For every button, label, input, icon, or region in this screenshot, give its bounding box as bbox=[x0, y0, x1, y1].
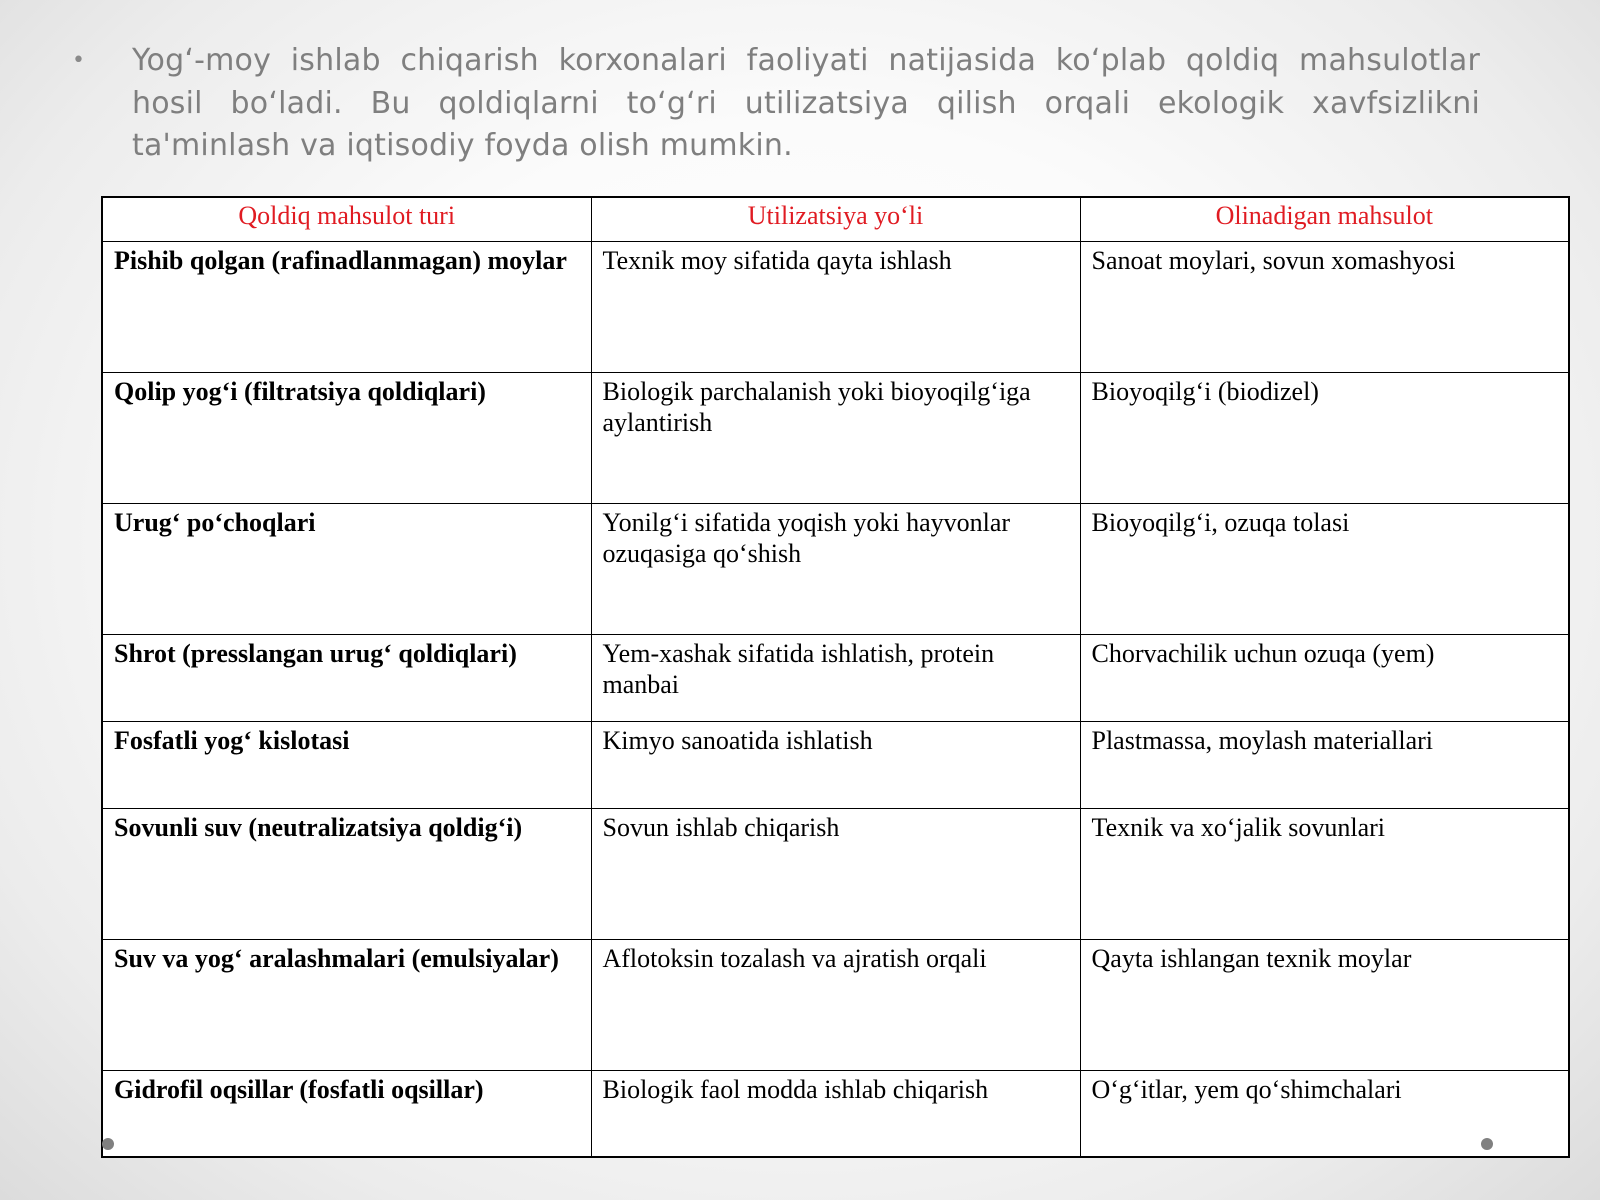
resulting-product-cell: Texnik va xo‘jalik sovunlari bbox=[1080, 808, 1569, 939]
utilization-method-cell: Texnik moy sifatida qayta ishlash bbox=[591, 241, 1080, 372]
utilization-method-cell: Yem-xashak sifatida ishlatish, protein manbai bbox=[591, 634, 1080, 721]
resulting-product-cell: O‘g‘itlar, yem qo‘shimchalari bbox=[1080, 1070, 1569, 1157]
waste-type-cell: Suv va yog‘ aralashmalari (emulsiyalar) bbox=[102, 939, 591, 1070]
table-row bbox=[102, 503, 1569, 634]
waste-type-cell: Urug‘ po‘choqlari bbox=[102, 503, 591, 634]
waste-type-cell: Pishib qolgan (rafinadlanmagan) moylar bbox=[102, 241, 591, 372]
utilization-method-cell: Aflotoksin tozalash va ajratish orqali bbox=[591, 939, 1080, 1070]
header-utilization-method: Utilizatsiya yo‘li bbox=[591, 197, 1080, 241]
table-row bbox=[102, 634, 1569, 721]
resulting-product-cell: Bioyoqilg‘i (biodizel) bbox=[1080, 372, 1569, 503]
waste-type-cell: Sovunli suv (neutralizatsiya qoldig‘i) bbox=[102, 808, 591, 939]
waste-type-cell: Fosfatli yog‘ kislotasi bbox=[102, 721, 591, 808]
table-handle-dot-left bbox=[102, 1138, 114, 1150]
table-row bbox=[102, 808, 1569, 939]
bullet-icon: • bbox=[72, 48, 85, 73]
table-handle-dot-right bbox=[1481, 1138, 1493, 1150]
resulting-product-cell: Sanoat moylari, sovun xomashyosi bbox=[1080, 241, 1569, 372]
table-row bbox=[102, 1070, 1569, 1157]
header-resulting-product: Olinadigan mahsulot bbox=[1080, 197, 1569, 241]
resulting-product-cell: Qayta ishlangan texnik moylar bbox=[1080, 939, 1569, 1070]
table-row bbox=[102, 939, 1569, 1070]
intro-text: Yog‘-moy ishlab chiqarish korxonalari faoliyati natijasida ko‘plab qoldiq mahsulotlar hosil bo‘ladi. Bu qoldiqlarni to‘g‘ri utilizatsiya qilish orqali ekologik xavfsizlikni ta'minlash va iqtisodiy foyda olish mumkin. bbox=[132, 43, 1480, 163]
waste-type-cell: Shrot (presslangan urug‘ qoldiqlari) bbox=[102, 634, 591, 721]
waste-type-cell: Qolip yog‘i (filtratsiya qoldiqlari) bbox=[102, 372, 591, 503]
waste-type-cell: Gidrofil oqsillar (fosfatli oqsillar) bbox=[102, 1070, 591, 1157]
waste-utilization-table bbox=[101, 196, 1570, 1158]
table-row bbox=[102, 721, 1569, 808]
table-row bbox=[102, 241, 1569, 372]
resulting-product-cell: Plastmassa, moylash materiallari bbox=[1080, 721, 1569, 808]
utilization-method-cell: Yonilg‘i sifatida yoqish yoki hayvonlar ozuqasiga qo‘shish bbox=[591, 503, 1080, 634]
table-header-row bbox=[102, 197, 1569, 241]
utilization-method-cell: Sovun ishlab chiqarish bbox=[591, 808, 1080, 939]
resulting-product-cell: Bioyoqilg‘i, ozuqa tolasi bbox=[1080, 503, 1569, 634]
intro-paragraph bbox=[60, 40, 1480, 168]
table-row bbox=[102, 372, 1569, 503]
utilization-method-cell: Biologik parchalanish yoki bioyoqilg‘iga aylantirish bbox=[591, 372, 1080, 503]
utilization-method-cell: Biologik faol modda ishlab chiqarish bbox=[591, 1070, 1080, 1157]
resulting-product-cell: Chorvachilik uchun ozuqa (yem) bbox=[1080, 634, 1569, 721]
header-waste-type: Qoldiq mahsulot turi bbox=[102, 197, 591, 241]
utilization-method-cell: Kimyo sanoatida ishlatish bbox=[591, 721, 1080, 808]
